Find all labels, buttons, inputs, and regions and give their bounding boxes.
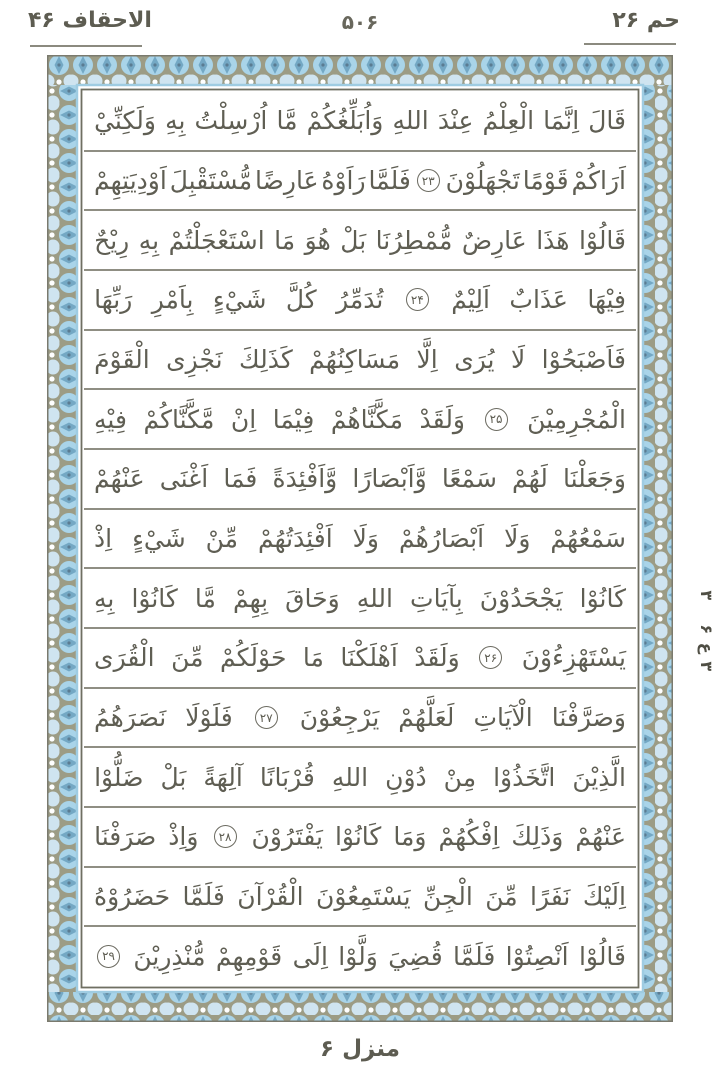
- word: يَسْتَهْزِءُوْنَ: [521, 643, 626, 673]
- word: مِنْ: [443, 762, 477, 792]
- quran-line: [84, 868, 636, 928]
- word: نَصَرَهُمُ: [94, 703, 167, 733]
- word: اللهِ: [356, 583, 393, 613]
- word: فِيْهِ: [94, 404, 127, 434]
- word: رَاَوْهُ: [321, 166, 366, 195]
- word: فَلَمَّا: [182, 882, 225, 912]
- word: آلِهَةً: [203, 762, 243, 792]
- word: بِهِ: [165, 106, 186, 136]
- word: اِلَيْكَ: [582, 882, 626, 912]
- ruku-stack-top-number: ۶: [697, 624, 717, 635]
- word: اسْتَعْجَلْتُمْ: [168, 225, 265, 255]
- word: اُرْسِلْتُ: [194, 106, 268, 136]
- word: بَلْ: [340, 225, 367, 255]
- quran-line: [84, 92, 636, 152]
- ayah-number-marker: ۲۸: [214, 825, 237, 848]
- word: اللهِ: [392, 106, 429, 136]
- ayah-number-marker: ۲۵: [485, 408, 508, 431]
- word: وَلَكِنِّيْ: [94, 106, 156, 136]
- word: اَفْئِدَتُهُمْ: [258, 524, 333, 554]
- quran-line: [84, 689, 636, 749]
- word: رِيْحٌ: [94, 225, 130, 255]
- word: ضَلُّوْا: [94, 762, 144, 792]
- word: حَضَرُوْهُ: [94, 882, 171, 912]
- word: كُلَّ: [285, 285, 317, 315]
- word: هَذَا: [536, 225, 570, 255]
- word: مُّنْذِرِيْنَ: [133, 941, 206, 971]
- quran-line: [84, 629, 636, 689]
- word: وَمَا: [393, 822, 427, 852]
- word: مِّنْ: [205, 524, 239, 554]
- word: فَلَمَّا: [368, 166, 411, 195]
- word: وَلَا: [352, 524, 380, 554]
- word: يَرْجِعُوْنَ: [299, 703, 380, 733]
- header-underline-right: [584, 43, 676, 45]
- word: اِفْكُهُمْ: [438, 822, 500, 852]
- word: مَّا: [194, 583, 216, 613]
- word: وَصَرَّفْنَا: [551, 703, 626, 733]
- word: وَّاَفْئِدَةً: [272, 464, 338, 494]
- word: شَيْءٍ: [212, 285, 267, 315]
- quran-line: [84, 450, 636, 510]
- word: دُوْنِ: [385, 762, 427, 792]
- word: عَارِضٌ: [461, 225, 527, 255]
- word: الْآيَاتِ: [473, 703, 533, 733]
- page-number: ۵۰۶: [341, 10, 379, 34]
- word: فِيْهَا: [587, 285, 626, 315]
- word: فَلَوْلَا: [185, 703, 233, 733]
- word: عِنْدَ: [437, 106, 474, 136]
- header-surah-name: الاحقاف ۴۶: [28, 8, 152, 33]
- quran-line: [84, 390, 636, 450]
- quran-line: [84, 271, 636, 331]
- word: قُرْبَانًا: [259, 762, 315, 792]
- ain-ruku-symbol: ع: [697, 642, 717, 654]
- word: يَجْحَدُوْنَ: [479, 583, 563, 613]
- word: شَيْءٍ: [132, 524, 186, 554]
- word: وَجَعَلْنَا: [562, 464, 626, 494]
- header-juz-label: حم ۲۶: [612, 8, 680, 33]
- word: عَنْهُمْ: [94, 464, 145, 494]
- word: الْقُرْآنَ: [237, 882, 304, 912]
- word: اِنَّمَا: [543, 106, 580, 136]
- word: اَرَاكُمْ: [571, 166, 626, 195]
- word: اَهْلَكْنَا: [340, 643, 398, 673]
- word: الْمُجْرِمِيْنَ: [527, 404, 626, 434]
- word: فَلَمَّا: [452, 941, 496, 971]
- ruku-margin-marker: [694, 586, 718, 676]
- manzil-label: منزل ۶: [320, 1036, 400, 1062]
- word: فَمَا: [223, 464, 258, 494]
- word: بِاَمْرِ: [151, 285, 194, 315]
- word: وَلَا: [504, 524, 531, 554]
- word: قَوْمًا: [522, 166, 569, 195]
- word: وَلَقَدْ: [414, 643, 460, 673]
- word: وَحَاقَ: [285, 583, 340, 613]
- word: الْعِلْمُ: [482, 106, 535, 136]
- word: الْجِنِّ: [423, 882, 473, 912]
- word: مَكَّنَّاهُمْ: [330, 404, 404, 434]
- quran-line: [84, 748, 636, 808]
- ayah-number-marker: ۲۶: [479, 646, 502, 669]
- quran-line: [84, 569, 636, 629]
- word: يَفْتَرُوْنَ: [251, 822, 323, 852]
- word: عَنْهُمْ: [575, 822, 626, 852]
- quran-line: [84, 211, 636, 271]
- word: نَجْزِى: [166, 345, 223, 375]
- ayah-number-marker: ۲۳: [417, 169, 440, 192]
- word: مَسَاكِنُهُمْ: [309, 345, 401, 375]
- word: حَوْلَكُمْ: [219, 643, 287, 673]
- word: اَغْنَى: [159, 464, 209, 494]
- border-pattern-top: [47, 55, 673, 85]
- word: الَّذِيْنَ: [572, 762, 626, 792]
- word: قَالُوْا: [578, 225, 626, 255]
- ruku-stack-bottom-number: ۳: [697, 661, 717, 672]
- word: لَعَلَّهُمْ: [398, 703, 455, 733]
- word: كَانُوْا: [334, 822, 382, 852]
- word: اللهِ: [331, 762, 369, 792]
- quran-line: [84, 927, 636, 985]
- header-underline-left: [30, 45, 142, 47]
- word: لَهُمْ: [512, 464, 548, 494]
- word: بِهِ: [94, 583, 115, 613]
- word: سَمْعًا: [441, 464, 497, 494]
- word: اِذْ: [94, 524, 113, 554]
- word: مِّنَ: [485, 882, 518, 912]
- word: يُرَى: [454, 345, 495, 375]
- word: كَانُوْا: [579, 583, 626, 613]
- word: الْقَوْمَ: [94, 345, 150, 375]
- quran-line: [84, 510, 636, 570]
- word: وَلَّوْا: [338, 941, 378, 971]
- word: بَلْ: [160, 762, 187, 792]
- word: مُّسْتَقْبِلَ: [169, 166, 253, 195]
- word: مِّنَ: [171, 643, 204, 673]
- quran-line: [84, 331, 636, 391]
- word: فِيْمَا: [272, 404, 315, 434]
- ayah-number-marker: ۲۹: [97, 945, 120, 968]
- word: اتَّخَذُوْا: [493, 762, 556, 792]
- word: فَاَصْبَحُوْا: [541, 345, 626, 375]
- word: قَالَ: [588, 106, 626, 136]
- word: اَوْدِيَتِهِمْ: [94, 166, 167, 195]
- quran-line: [84, 808, 636, 868]
- ayah-number-marker: ۲۴: [406, 288, 429, 311]
- word: رَبِّهَا: [94, 285, 133, 315]
- word: لَا: [510, 345, 526, 375]
- word: قُضِيَ: [388, 941, 443, 971]
- word: مُّمْطِرُنَا: [375, 225, 453, 255]
- word: وَلَقَدْ: [419, 404, 466, 434]
- word: وَذَلِكَ: [511, 822, 564, 852]
- word: اَبْصَارُهُمْ: [398, 524, 485, 554]
- word: اِلَّا: [416, 345, 438, 375]
- word: مَا: [274, 225, 296, 255]
- word: كَانُوْا: [131, 583, 178, 613]
- word: قَوْمِهِمْ: [215, 941, 283, 971]
- word: اِنْ: [230, 404, 257, 434]
- word: عَارِضًا: [255, 166, 319, 195]
- ayah-number-marker: ۲۷: [255, 706, 278, 729]
- word: وَّاَبْصَارًا: [352, 464, 427, 494]
- word: مَا: [302, 643, 324, 673]
- word: مَّا: [276, 106, 298, 136]
- word: اَنْصِتُوْا: [505, 941, 569, 971]
- word: تُدَمِّرُ: [336, 285, 384, 315]
- word: اَلِيْمٌ: [451, 285, 490, 315]
- word: سَمْعُهُمْ: [550, 524, 626, 554]
- word: وَاِذْ: [168, 822, 199, 852]
- word: هُوَ: [304, 225, 331, 255]
- word: يَسْتَمِعُوْنَ: [316, 882, 411, 912]
- word: اِلَى: [292, 941, 328, 971]
- quran-text-block: [84, 92, 636, 985]
- word: بِآيَاتِ: [410, 583, 463, 613]
- word: بِهِ: [138, 225, 160, 255]
- word: صَرَفْنَا: [94, 822, 157, 852]
- word: مَّكَّنَّاكُمْ: [143, 404, 215, 434]
- word: كَذَلِكَ: [239, 345, 293, 375]
- word: تَجْهَلُوْنَ: [445, 166, 520, 195]
- word: بِهِمْ: [232, 583, 269, 613]
- word: وَاُبَلِّغُكُمْ: [306, 106, 384, 136]
- word: نَفَرًا: [530, 882, 571, 912]
- quran-line: [84, 152, 636, 212]
- word: عَذَابٌ: [509, 285, 568, 315]
- border-pattern-bottom: [47, 992, 673, 1022]
- ruku-count-number: ۳: [697, 590, 717, 601]
- word: الْقُرَى: [94, 643, 155, 673]
- word: قَالُوْا: [578, 941, 626, 971]
